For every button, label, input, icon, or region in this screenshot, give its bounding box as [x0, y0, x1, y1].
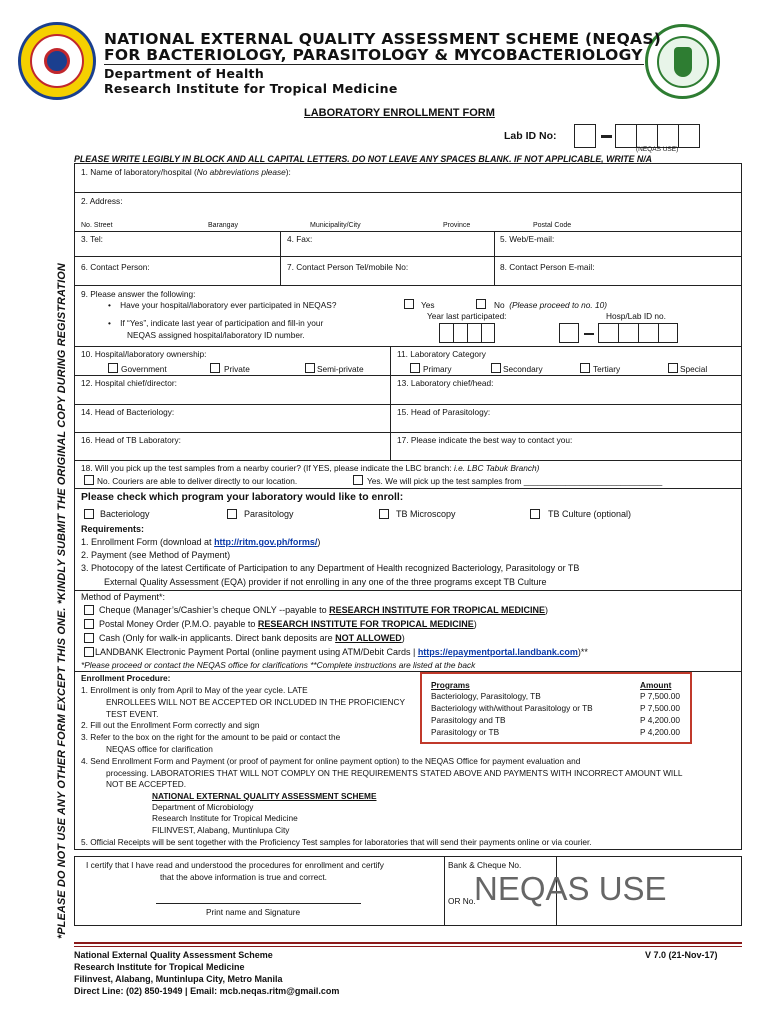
addr-brgy-label: Barangay	[208, 222, 238, 229]
header-title-1: NATIONAL EXTERNAL QUALITY ASSESSMENT SCHEME (NEQAS)	[104, 30, 662, 48]
participated-yes-checkbox[interactable]	[404, 299, 414, 309]
doh-seal-logo	[18, 22, 96, 100]
footer-line-3: Filinvest, Alabang, Muntinlupa City, Metro Manila	[74, 974, 283, 984]
fee-row-2-program: Bacteriology with/without Parasitology or TB	[431, 703, 593, 713]
side-note: *PLEASE DO NOT USE ANY OTHER FORM EXCEPT THIS ONE. *KINDLY SUBMIT THE ORIGINAL COPY DURING REGISTRATION	[56, 263, 68, 939]
ownership-private-checkbox[interactable]	[210, 363, 220, 373]
lab-id-box-2[interactable]	[615, 124, 700, 148]
mailing-address-3: Research Institute for Tropical Medicine	[152, 813, 298, 823]
procedure-step-2: 2. Fill out the Enrollment Form correctly and sign	[81, 720, 260, 730]
payment-landbank-checkbox[interactable]	[84, 647, 94, 657]
addr-postal-label: Postal Code	[533, 222, 572, 229]
category-special-checkbox[interactable]	[668, 363, 678, 373]
fees-col-programs: Programs	[431, 680, 470, 690]
procedure-step-4-line2: processing. LABORATORIES THAT WILL NOT COMPLY ON THE REQUIREMENTS STATED ABOVE AND PAYMENTS WITH INCORRECT AMOUNT WILL	[106, 768, 683, 778]
participated-no-label: No (Please proceed to no. 10)	[494, 300, 608, 310]
procedure-step-4-line3: NOT BE ACCEPTED.	[106, 779, 187, 789]
fee-row-1-amount: P 7,500.00	[640, 691, 680, 701]
year-last-label: Year last participated:	[427, 311, 507, 321]
category-primary-checkbox[interactable]	[410, 363, 420, 373]
program-bacteriology-label: Bacteriology	[100, 509, 150, 519]
program-bacteriology-checkbox[interactable]	[84, 509, 94, 519]
field-8-label: 8. Contact Person E-mail:	[500, 262, 595, 272]
procedure-step-1-line2: ENROLLEES WILL NOT BE ACCEPTED OR INCLUDED IN THE PROFICIENCY	[106, 697, 406, 707]
certify-line-1: I certify that I have read and understood the procedures for enrollment and certify	[86, 860, 384, 870]
signature-label: Print name and Signature	[206, 907, 301, 917]
category-special-label: Special	[680, 364, 708, 374]
header-rule	[104, 64, 644, 65]
addr-city-label: Municipality/City	[310, 222, 361, 229]
category-secondary-label: Secondary	[503, 364, 543, 374]
field-15-label: 15. Head of Parasitology:	[397, 407, 491, 417]
form-title: LABORATORY ENROLLMENT FORM	[304, 107, 495, 119]
fee-row-3-program: Parasitology and TB	[431, 715, 506, 725]
courier-no-checkbox[interactable]	[84, 475, 94, 485]
program-tb-microscopy-label: TB Microscopy	[396, 509, 456, 519]
field-17-label: 17. Please indicate the best way to contact you:	[397, 435, 573, 445]
year-last-boxes[interactable]	[439, 323, 495, 343]
or-no-label: OR No.	[448, 896, 476, 906]
payment-pmo-label: Postal Money Order (P.M.O. payable to RESEARCH INSTITUTE FOR TROPICAL MEDICINE)	[99, 619, 477, 629]
mailing-address-1: NATIONAL EXTERNAL QUALITY ASSESSMENT SCHEME	[152, 791, 377, 801]
category-primary-label: Primary	[423, 364, 452, 374]
procedure-step-1-line3: TEST EVENT.	[106, 709, 159, 719]
payment-cash-label: Cash (Only for walk-in applicants. Direct bank deposits are NOT ALLOWED)	[99, 633, 405, 643]
hosp-id-box-1[interactable]	[559, 323, 579, 343]
requirement-3-line1: 3. Photocopy of the latest Certificate of Participation to any Department of Health recognized Bacteriology, Parasitology or TB	[81, 563, 580, 573]
landbank-link[interactable]: https://epaymentportal.landbank.com	[417, 647, 578, 657]
footer-line-4: Direct Line: (02) 850-1949 | Email: mcb.neqas.ritm@gmail.com	[74, 986, 340, 996]
lab-id-box-1[interactable]	[574, 124, 596, 148]
field-4-label: 4. Fax:	[287, 234, 313, 244]
header-institute: Research Institute for Tropical Medicine	[104, 81, 398, 96]
field-3-label: 3. Tel:	[81, 234, 103, 244]
hosp-id-label: Hosp/Lab ID no.	[606, 311, 666, 321]
programs-heading: Please check which program your laboratory would like to enroll:	[81, 492, 404, 503]
fee-row-2-amount: P 7,500.00	[640, 703, 680, 713]
hosp-id-box-2[interactable]	[598, 323, 678, 343]
forms-link[interactable]: http://ritm.gov.ph/forms/	[214, 537, 318, 547]
field-10-label: 10. Hospital/laboratory ownership:	[81, 349, 207, 359]
footer-rule	[74, 942, 742, 944]
payment-cheque-label: Cheque (Manager’s/Cashier’s cheque ONLY --payable to RESEARCH INSTITUTE FOR TROPICAL MEDICINE)	[99, 605, 548, 615]
requirement-1: 1. Enrollment Form (download at http://ritm.gov.ph/forms/)	[81, 537, 321, 547]
program-parasitology-label: Parasitology	[244, 509, 294, 519]
field-13-label: 13. Laboratory chief/head:	[397, 378, 494, 388]
addr-no-label: No. Street	[81, 222, 113, 229]
procedure-heading: Enrollment Procedure:	[81, 673, 171, 683]
fees-col-amount: Amount	[640, 680, 672, 690]
mailing-address-2: Department of Microbiology	[152, 802, 254, 812]
payment-cash-checkbox[interactable]	[84, 633, 94, 643]
program-tb-culture-label: TB Culture (optional)	[548, 509, 632, 519]
field-9b-line1: • If “Yes”, indicate last year of participation and fill-in your	[108, 318, 324, 328]
field-5-label: 5. Web/E-mail:	[500, 234, 555, 244]
field-14-label: 14. Head of Bacteriology:	[81, 407, 175, 417]
courier-yes-label: Yes. We will pick up the test samples from ______________________________	[367, 476, 663, 486]
field-9a-question: • Have your hospital/laboratory ever participated in NEQAS?	[108, 300, 337, 310]
bank-cheque-label: Bank & Cheque No.	[448, 860, 522, 870]
field-16-label: 16. Head of TB Laboratory:	[81, 435, 181, 445]
program-tb-microscopy-checkbox[interactable]	[379, 509, 389, 519]
footer-line-2: Research Institute for Tropical Medicine	[74, 962, 245, 972]
procedure-step-3-line1: 3. Refer to the box on the right for the amount to be paid or contact the	[81, 732, 341, 742]
footer-line-1: National External Quality Assessment Scheme	[74, 950, 273, 960]
field-9b-line2: NEQAS assigned hospital/laboratory ID number.	[127, 330, 305, 340]
field-9-label: 9. Please answer the following:	[81, 289, 196, 299]
fee-row-4-program: Parasitology or TB	[431, 727, 500, 737]
fee-row-3-amount: P 4,200.00	[640, 715, 680, 725]
courier-no-label: No. Couriers are able to deliver directly to our location.	[97, 476, 298, 486]
ownership-private-label: Private	[224, 364, 250, 374]
program-tb-culture-checkbox[interactable]	[530, 509, 540, 519]
participated-no-checkbox[interactable]	[476, 299, 486, 309]
header-title-2: FOR BACTERIOLOGY, PARASITOLOGY & MYCOBACTERIOLOGY	[104, 46, 643, 64]
procedure-step-5: 5. Official Receipts will be sent together with the Proficiency Test samples for laboratories that will send their payments online or via courier.	[81, 837, 592, 847]
ownership-government-label: Government	[121, 364, 167, 374]
procedure-step-4-line1: 4. Send Enrollment Form and Payment (or proof of payment for online payment option) to the NEQAS Office for payment evaluation and	[81, 756, 581, 766]
neqas-use-stamp: NEQAS USE	[474, 870, 667, 907]
ownership-semiprivate-checkbox[interactable]	[305, 363, 315, 373]
payment-pmo-checkbox[interactable]	[84, 619, 94, 629]
header-dept: Department of Health	[104, 66, 265, 81]
payment-note: *Please proceed or contact the NEQAS office for clarifications **Complete instructions are listed at the back	[81, 660, 476, 670]
requirements-heading: Requirements:	[81, 524, 145, 534]
payment-landbank-label: LANDBANK Electronic Payment Portal (online payment using ATM/Debit Cards | https://epaymentportal.landbank.com)**	[95, 647, 588, 657]
payment-heading: Method of Payment*:	[81, 592, 166, 602]
certify-line-2: that the above information is true and correct.	[160, 872, 327, 882]
procedure-step-3-line2: NEQAS office for clarification	[106, 744, 213, 754]
ownership-government-checkbox[interactable]	[108, 363, 118, 373]
field-11-label: 11. Laboratory Category	[397, 349, 486, 359]
category-secondary-checkbox[interactable]	[491, 363, 501, 373]
signature-line[interactable]	[156, 903, 361, 904]
procedure-step-1-line1: 1. Enrollment is only from April to May of the year cycle. LATE	[81, 685, 308, 695]
participated-yes-label: Yes	[421, 300, 435, 310]
addr-prov-label: Province	[443, 222, 471, 229]
field-12-label: 12. Hospital chief/director:	[81, 378, 177, 388]
requirement-2: 2. Payment (see Method of Payment)	[81, 550, 231, 560]
field-18-label: 18. Will you pick up the test samples from a nearby courier? (If YES, please indicate the LBC branch: i.e. LBC Tabuk Branch)	[81, 463, 540, 473]
program-parasitology-checkbox[interactable]	[227, 509, 237, 519]
payment-cheque-checkbox[interactable]	[84, 605, 94, 615]
category-tertiary-label: Tertiary	[593, 364, 621, 374]
fee-row-4-amount: P 4,200.00	[640, 727, 680, 737]
lab-id-label: Lab ID No:	[504, 130, 557, 142]
courier-yes-checkbox[interactable]	[353, 475, 363, 485]
fee-row-1-program: Bacteriology, Parasitology, TB	[431, 691, 541, 701]
version-label: V 7.0 (21-Nov-17)	[645, 950, 718, 960]
instruction-text: PLEASE WRITE LEGIBLY IN BLOCK AND ALL CAPITAL LETTERS. DO NOT LEAVE ANY SPACES BLANK. IF NOT APPLICABLE, WRITE N/A	[74, 154, 653, 164]
mailing-address-4: FILINVEST, Alabang, Muntinlupa City	[152, 825, 290, 835]
requirement-3-line2: External Quality Assessment (EQA) provider if not enrolling in any one of the three programs except TB Culture	[104, 577, 547, 587]
lab-id-dash	[601, 135, 612, 138]
neqas-use-small: (NEQAS USE)	[636, 146, 679, 153]
category-tertiary-checkbox[interactable]	[580, 363, 590, 373]
ownership-semiprivate-label: Semi-private	[317, 364, 364, 374]
field-1-label: 1. Name of laboratory/hospital (No abbreviations please):	[81, 167, 291, 177]
field-6-label: 6. Contact Person:	[81, 262, 150, 272]
field-2-label: 2. Address:	[81, 196, 123, 206]
field-7-label: 7. Contact Person Tel/mobile No:	[287, 262, 409, 272]
